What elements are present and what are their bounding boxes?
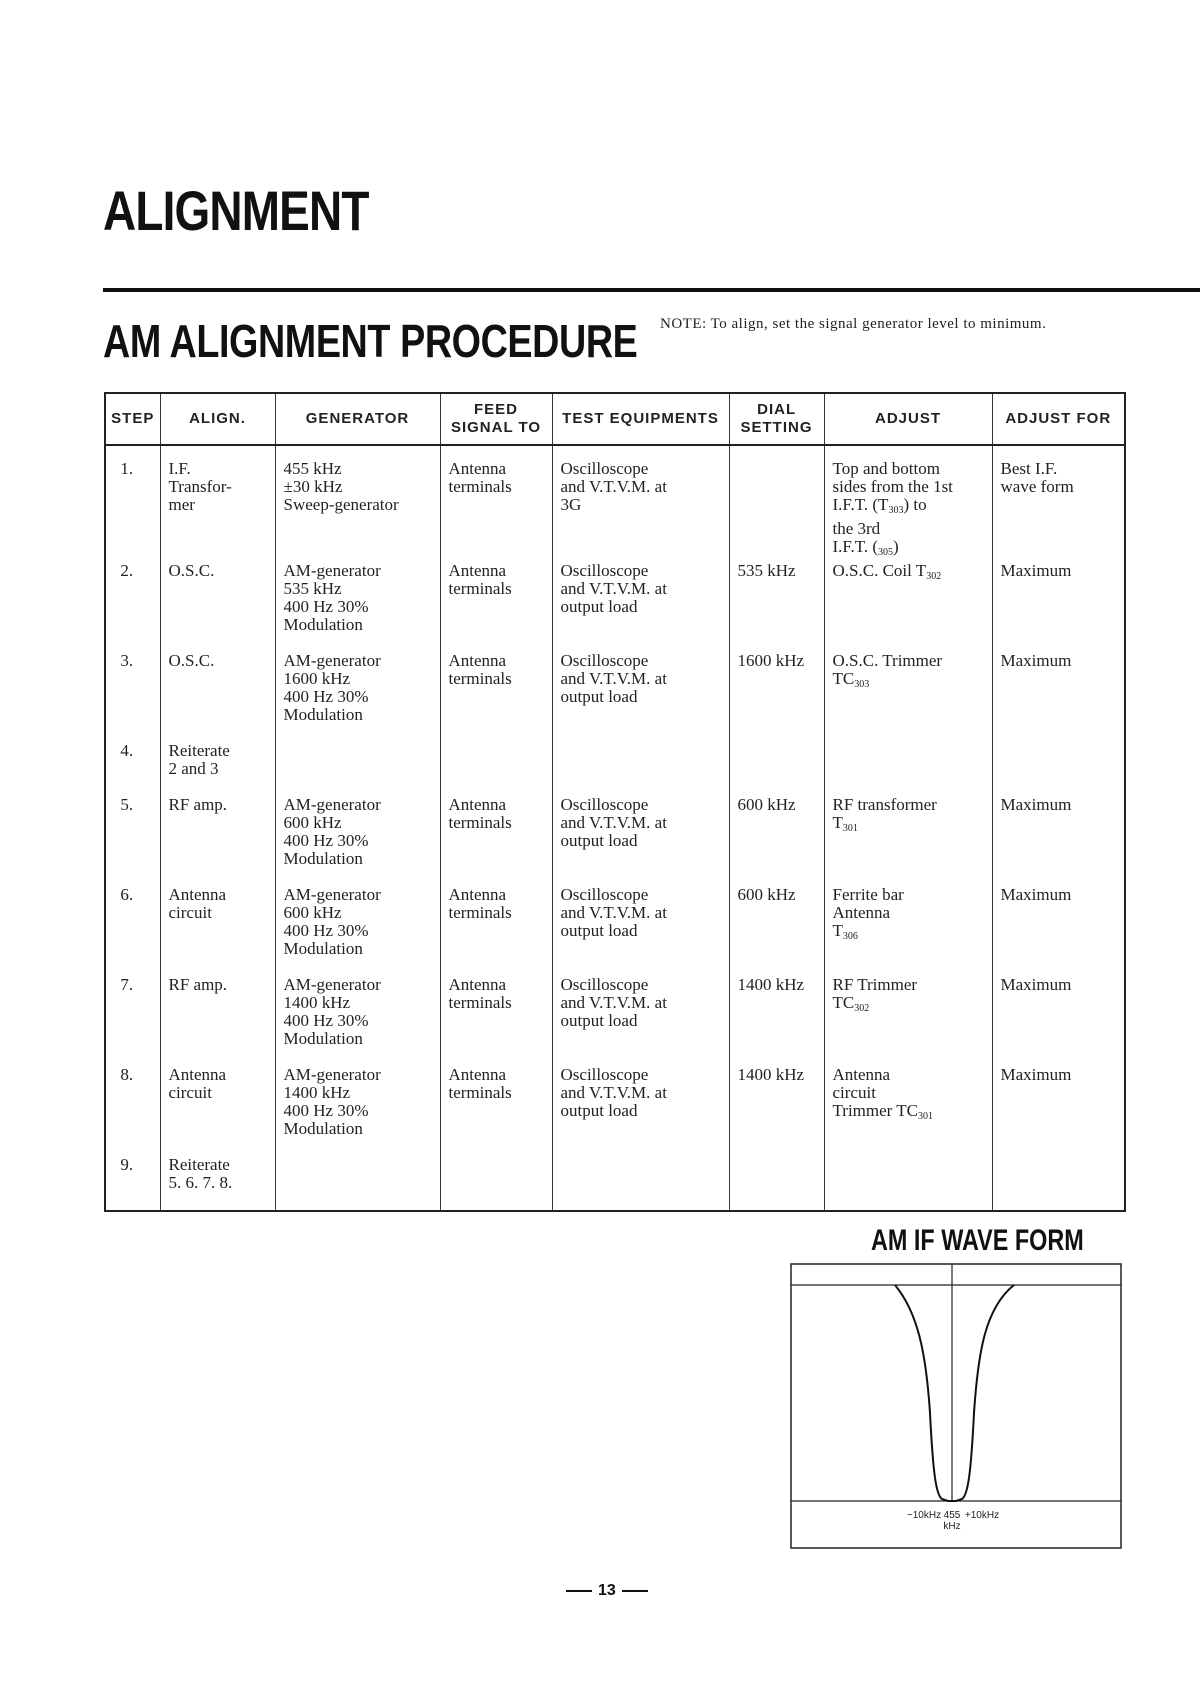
dial-setting-cell: 535 kHz xyxy=(729,562,824,652)
waveform-curve xyxy=(895,1285,1014,1501)
table-row xyxy=(105,1066,1125,1156)
generator-text: Modulation xyxy=(283,1029,363,1048)
adjust-for-cell xyxy=(992,652,1125,742)
generator-text: 400 Hz 30% xyxy=(283,597,369,616)
generator-cell xyxy=(275,562,440,652)
adjust-for-cell xyxy=(992,1066,1125,1156)
feed-text: Antenna xyxy=(448,651,507,670)
feed-cell xyxy=(440,445,552,562)
test-equipment-cell xyxy=(552,1156,729,1211)
adjust-text: I.F.T. ( xyxy=(832,537,879,556)
adjust-for-cell xyxy=(992,742,1125,796)
align-cell xyxy=(160,445,275,562)
test-text: and V.T.V.M. at xyxy=(560,477,667,496)
adjust-for-text: Maximum xyxy=(1000,795,1072,814)
adjust-for-cell xyxy=(992,976,1125,1066)
generator-text: Modulation xyxy=(283,849,363,868)
adjust-cell xyxy=(824,796,992,886)
adjust-text: TC xyxy=(832,993,855,1012)
generator-text: 1400 kHz xyxy=(283,993,351,1012)
generator-text: 400 Hz 30% xyxy=(283,1101,369,1120)
dial-setting-cell: 1400 kHz xyxy=(729,1066,824,1156)
test-text: 3G xyxy=(560,495,582,514)
align-cell xyxy=(160,796,275,886)
adjust-text: sides from the 1st xyxy=(832,477,953,496)
generator-text: Modulation xyxy=(283,1119,363,1138)
test-equipment-cell xyxy=(552,652,729,742)
adjust-for-cell xyxy=(992,1156,1125,1211)
feed-text: terminals xyxy=(448,1083,512,1102)
generator-cell xyxy=(275,1066,440,1156)
adjust-cell xyxy=(824,886,992,976)
test-text: Oscilloscope xyxy=(560,975,649,994)
adjust-text: RF transformer xyxy=(832,795,937,814)
adjust-text: circuit xyxy=(832,1083,876,1102)
align-text: 5. 6. 7. 8. xyxy=(168,1173,233,1192)
table-row xyxy=(105,562,1125,652)
adjust-for-cell xyxy=(992,796,1125,886)
generator-cell xyxy=(275,742,440,796)
test-text: Oscilloscope xyxy=(560,1065,649,1084)
table-row xyxy=(105,445,1125,562)
generator-cell xyxy=(275,1156,440,1211)
feed-cell xyxy=(440,742,552,796)
generator-text: Modulation xyxy=(283,705,363,724)
col-header-feed-line2: SIGNAL TO xyxy=(450,419,542,436)
col-header-dial-line2: SETTING xyxy=(740,419,813,436)
generator-text: 600 kHz xyxy=(283,813,342,832)
test-text: output load xyxy=(560,921,638,940)
adjust-text: T xyxy=(832,921,843,940)
adjust-text: ) to xyxy=(903,495,927,514)
adjust-text: I.F.T. (T xyxy=(832,495,889,514)
feed-text: Antenna xyxy=(448,561,507,580)
waveform-label-plus: +10kHz xyxy=(964,1510,1000,1521)
step-number: 8. xyxy=(105,1066,160,1156)
page-number-dash xyxy=(566,1590,592,1592)
adjust-subscript: 301 xyxy=(842,823,858,834)
feed-text: Antenna xyxy=(448,459,507,478)
align-text: 2 and 3 xyxy=(168,759,219,778)
waveform-title: AM IF WAVE FORM xyxy=(871,1224,1084,1257)
step-number: 6. xyxy=(105,886,160,976)
generator-text: AM-generator xyxy=(283,795,381,814)
adjust-text: O.S.C. Trimmer xyxy=(832,651,943,670)
generator-text: 400 Hz 30% xyxy=(283,687,369,706)
align-text: circuit xyxy=(168,1083,212,1102)
page-number-text: 13 xyxy=(598,1582,616,1599)
adjust-subscript: 302 xyxy=(926,571,942,582)
adjust-text-line xyxy=(833,922,986,946)
adjust-text: RF Trimmer xyxy=(832,975,918,994)
generator-text: Modulation xyxy=(283,615,363,634)
align-cell xyxy=(160,562,275,652)
feed-cell xyxy=(440,796,552,886)
adjust-cell xyxy=(824,742,992,796)
dial-setting-cell: 600 kHz xyxy=(729,796,824,886)
step-number: 2. xyxy=(105,562,160,652)
adjust-cell xyxy=(824,652,992,742)
generator-text: AM-generator xyxy=(283,561,381,580)
adjust-text: T xyxy=(832,813,843,832)
align-text: Antenna xyxy=(168,885,227,904)
align-text: O.S.C. xyxy=(168,561,215,580)
dial-setting-cell: 1600 kHz xyxy=(729,652,824,742)
feed-text: Antenna xyxy=(448,1065,507,1084)
align-text: Reiterate xyxy=(168,1155,230,1174)
adjust-cell xyxy=(824,1156,992,1211)
adjust-for-text: wave form xyxy=(1000,477,1074,496)
test-text: and V.T.V.M. at xyxy=(560,669,667,688)
align-cell xyxy=(160,976,275,1066)
adjust-for-cell xyxy=(992,445,1125,562)
adjust-for-text: Maximum xyxy=(1000,561,1072,580)
table-row xyxy=(105,742,1125,796)
col-header-step: STEP xyxy=(105,393,160,445)
feed-cell xyxy=(440,1066,552,1156)
feed-text: terminals xyxy=(448,579,512,598)
align-cell xyxy=(160,1066,275,1156)
adjust-text-line xyxy=(833,670,986,694)
feed-text: Antenna xyxy=(448,795,507,814)
col-header-align: ALIGN. xyxy=(160,393,275,445)
align-text: mer xyxy=(168,495,195,514)
generator-text: 455 kHz xyxy=(283,459,342,478)
adjust-subscript: 305 xyxy=(878,547,894,558)
generator-cell xyxy=(275,976,440,1066)
align-text: Transfor- xyxy=(168,477,232,496)
adjust-for-text: Maximum xyxy=(1000,885,1072,904)
am-alignment-table xyxy=(104,392,1126,1212)
generator-cell xyxy=(275,445,440,562)
generator-cell xyxy=(275,886,440,976)
feed-cell xyxy=(440,652,552,742)
step-number: 3. xyxy=(105,652,160,742)
test-text: and V.T.V.M. at xyxy=(560,813,667,832)
align-cell xyxy=(160,886,275,976)
generator-text: ±30 kHz xyxy=(283,477,343,496)
generator-text: 600 kHz xyxy=(283,903,342,922)
step-number: 1. xyxy=(105,445,160,562)
align-cell xyxy=(160,1156,275,1211)
adjust-subscript: 303 xyxy=(888,505,904,516)
dial-setting-cell: 1400 kHz xyxy=(729,976,824,1066)
test-text: output load xyxy=(560,831,638,850)
adjust-text: Ferrite bar xyxy=(832,885,904,904)
adjust-text: ) xyxy=(893,537,899,556)
generator-text: 535 kHz xyxy=(283,579,342,598)
col-header-adjust: ADJUST xyxy=(824,393,992,445)
feed-text: Antenna xyxy=(448,885,507,904)
test-text: Oscilloscope xyxy=(560,561,649,580)
generator-cell xyxy=(275,796,440,886)
generator-cell xyxy=(275,652,440,742)
test-text: Oscilloscope xyxy=(560,459,649,478)
align-cell xyxy=(160,652,275,742)
waveform-graphic xyxy=(790,1263,1122,1549)
adjust-for-text: Maximum xyxy=(1000,651,1072,670)
feed-text: terminals xyxy=(448,813,512,832)
adjust-cell xyxy=(824,976,992,1066)
waveform-diagram xyxy=(790,1263,1122,1549)
generator-text: 1600 kHz xyxy=(283,669,351,688)
adjust-cell xyxy=(824,1066,992,1156)
page-title: ALIGNMENT xyxy=(103,179,369,242)
test-equipment-cell xyxy=(552,976,729,1066)
waveform-label-unit: kHz xyxy=(943,1521,961,1532)
adjust-cell xyxy=(824,445,992,562)
adjust-text-line xyxy=(833,562,986,586)
col-header-feed-line1: FEED xyxy=(473,401,518,418)
generator-text: 1400 kHz xyxy=(283,1083,351,1102)
adjust-subscript: 301 xyxy=(918,1111,933,1122)
align-text: RF amp. xyxy=(168,975,228,994)
adjust-for-cell xyxy=(992,886,1125,976)
adjust-text: the 3rd xyxy=(832,519,881,538)
adjust-subscript: 306 xyxy=(842,931,858,942)
test-text: and V.T.V.M. at xyxy=(560,903,667,922)
dial-setting-cell xyxy=(729,742,824,796)
adjust-text-line xyxy=(833,994,986,1018)
adjust-for-text: Maximum xyxy=(1000,1065,1072,1084)
adjust-for-text: Maximum xyxy=(1000,975,1072,994)
test-equipment-cell xyxy=(552,742,729,796)
test-equipment-cell xyxy=(552,562,729,652)
section-title: AM ALIGNMENT PROCEDURE xyxy=(103,315,638,367)
generator-text: AM-generator xyxy=(283,651,381,670)
waveform-label-minus: −10kHz xyxy=(906,1510,942,1521)
feed-text: terminals xyxy=(448,903,512,922)
step-number: 4. xyxy=(105,742,160,796)
adjust-text: O.S.C. Coil T xyxy=(832,561,927,580)
step-number: 7. xyxy=(105,976,160,1066)
align-text: Reiterate xyxy=(168,741,230,760)
test-text: Oscilloscope xyxy=(560,795,649,814)
feed-cell xyxy=(440,562,552,652)
test-equipment-cell xyxy=(552,796,729,886)
feed-cell xyxy=(440,976,552,1066)
align-text: I.F. xyxy=(168,459,191,478)
table-header-row xyxy=(105,393,1125,445)
page-number-dash xyxy=(622,1590,648,1592)
title-rule xyxy=(103,288,1200,292)
feed-cell xyxy=(440,886,552,976)
adjust-subscript: 302 xyxy=(854,1003,870,1014)
col-header-dial-setting xyxy=(729,393,824,445)
table-row xyxy=(105,796,1125,886)
table-row xyxy=(105,976,1125,1066)
col-header-adjust-for: ADJUST FOR xyxy=(992,393,1125,445)
test-equipment-cell xyxy=(552,445,729,562)
step-number: 9. xyxy=(105,1156,160,1211)
dial-setting-cell xyxy=(729,1156,824,1211)
adjust-text-line xyxy=(833,538,986,562)
test-text: output load xyxy=(560,1011,638,1030)
adjust-cell xyxy=(824,562,992,652)
test-equipment-cell xyxy=(552,1066,729,1156)
align-text: circuit xyxy=(168,903,212,922)
adjust-subscript: 303 xyxy=(854,679,870,690)
generator-text: Modulation xyxy=(283,939,363,958)
feed-text: terminals xyxy=(448,669,512,688)
waveform-label-center: 455 xyxy=(943,1510,961,1521)
col-header-generator: GENERATOR xyxy=(275,393,440,445)
test-text: output load xyxy=(560,597,638,616)
dial-setting-cell: 600 kHz xyxy=(729,886,824,976)
generator-text: AM-generator xyxy=(283,885,381,904)
table-row xyxy=(105,1156,1125,1211)
generator-text: 400 Hz 30% xyxy=(283,921,369,940)
test-text: Oscilloscope xyxy=(560,651,649,670)
align-text: Antenna xyxy=(168,1065,227,1084)
adjust-text-line xyxy=(833,814,986,838)
page-number xyxy=(560,1582,654,1600)
waveform-frame xyxy=(791,1264,1121,1548)
generator-text: Sweep-generator xyxy=(283,495,399,514)
generator-text: 400 Hz 30% xyxy=(283,831,369,850)
generator-text: AM-generator xyxy=(283,1065,381,1084)
col-header-dial-line1: DIAL xyxy=(757,401,796,418)
col-header-feed-signal-to xyxy=(440,393,552,445)
feed-text: Antenna xyxy=(448,975,507,994)
adjust-for-text: Best I.F. xyxy=(1000,459,1058,478)
feed-text: terminals xyxy=(448,993,512,1012)
feed-cell xyxy=(440,1156,552,1211)
test-text: and V.T.V.M. at xyxy=(560,993,667,1012)
align-text: RF amp. xyxy=(168,795,228,814)
generator-text: AM-generator xyxy=(283,975,381,994)
adjust-text: Antenna xyxy=(832,903,891,922)
step-number: 5. xyxy=(105,796,160,886)
test-text: and V.T.V.M. at xyxy=(560,1083,667,1102)
test-text: Oscilloscope xyxy=(560,885,649,904)
alignment-note: NOTE: To align, set the signal generator level to minimum. xyxy=(660,316,1047,332)
test-text: and V.T.V.M. at xyxy=(560,579,667,598)
adjust-text-line xyxy=(833,496,986,520)
table-row xyxy=(105,886,1125,976)
adjust-text: Antenna xyxy=(832,1065,891,1084)
align-text: O.S.C. xyxy=(168,651,215,670)
adjust-for-cell xyxy=(992,562,1125,652)
dial-setting-cell xyxy=(729,445,824,562)
feed-text: terminals xyxy=(448,477,512,496)
test-equipment-cell xyxy=(552,886,729,976)
adjust-text: Top and bottom xyxy=(832,459,940,478)
generator-text: 400 Hz 30% xyxy=(283,1011,369,1030)
test-text: output load xyxy=(560,687,638,706)
adjust-text: Trimmer TC xyxy=(832,1101,918,1120)
adjust-text-line xyxy=(833,1102,986,1126)
col-header-test-equipments: TEST EQUIPMENTS xyxy=(552,393,729,445)
table-row xyxy=(105,652,1125,742)
test-text: output load xyxy=(560,1101,638,1120)
align-cell xyxy=(160,742,275,796)
adjust-text: TC xyxy=(832,669,855,688)
